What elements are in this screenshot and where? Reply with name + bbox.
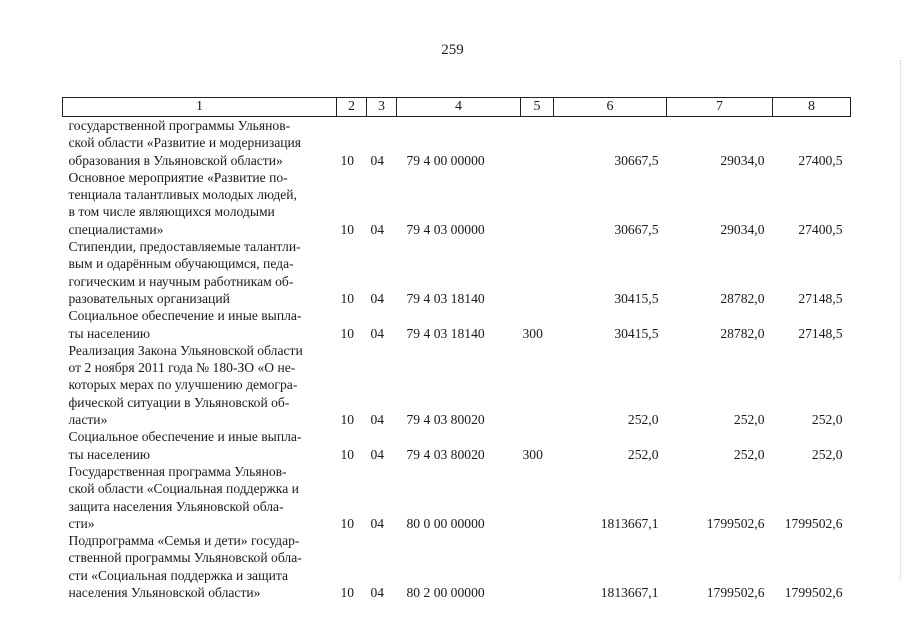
header-col-8: 8 bbox=[773, 98, 851, 117]
row-name-line: защита населения Ульяновской обла- bbox=[68, 498, 284, 514]
table-row bbox=[63, 532, 851, 601]
row-name-line: Государственная программа Ульянов- bbox=[68, 463, 287, 479]
row-name-line: Подпрограмма «Семья и дети» государ- bbox=[68, 533, 300, 549]
amount-year-1-cell: 1813667,1 bbox=[600, 515, 659, 531]
amount-year-1-cell: 1813667,1 bbox=[600, 585, 659, 601]
table-body bbox=[63, 117, 851, 602]
header-col-3: 3 bbox=[367, 98, 397, 117]
row-name-line: в том числе являющихся молодыми bbox=[68, 204, 275, 220]
amount-year-3-cell: 1799502,6 bbox=[784, 585, 843, 601]
expense-type-cell bbox=[521, 169, 554, 238]
expense-type-cell bbox=[521, 342, 554, 428]
table-row bbox=[63, 428, 851, 463]
expense-type-cell bbox=[521, 463, 554, 532]
section-cell: 10 bbox=[340, 446, 355, 462]
expense-type-cell bbox=[521, 117, 554, 169]
expense-type-cell bbox=[521, 532, 554, 601]
row-name-line: которых мерах по улучшению демогра- bbox=[68, 377, 298, 393]
row-name-line: ты населению bbox=[68, 446, 151, 462]
target-article-cell: 79 4 03 18140 bbox=[406, 325, 485, 341]
subsection-cell: 04 bbox=[370, 221, 385, 237]
row-name-line: сти «Социальная поддержка и защита bbox=[68, 567, 288, 583]
target-article-cell: 79 4 00 00000 bbox=[406, 152, 485, 168]
amount-year-1-cell: 30667,5 bbox=[614, 152, 659, 168]
amount-year-2-cell: 28782,0 bbox=[720, 290, 765, 306]
amount-year-1-cell: 30667,5 bbox=[614, 221, 659, 237]
subsection-cell: 04 bbox=[370, 412, 385, 428]
amount-year-3-cell: 252,0 bbox=[811, 446, 843, 462]
row-name-line: гогическим и научным работникам об- bbox=[68, 273, 294, 289]
table-row bbox=[63, 238, 851, 307]
target-article-cell: 80 0 00 00000 bbox=[406, 515, 485, 531]
amount-year-1-cell: 252,0 bbox=[627, 412, 659, 428]
section-cell: 10 bbox=[340, 152, 355, 168]
subsection-cell: 04 bbox=[370, 152, 385, 168]
row-name-line: ты населению bbox=[68, 325, 151, 341]
table-row bbox=[63, 307, 851, 342]
expense-type-cell bbox=[521, 238, 554, 307]
amount-year-1-cell: 30415,5 bbox=[614, 325, 659, 341]
amount-year-3-cell: 1799502,6 bbox=[784, 515, 843, 531]
subsection-cell: 04 bbox=[370, 515, 385, 531]
header-row bbox=[63, 98, 851, 117]
row-name-line: населения Ульяновской области» bbox=[68, 585, 261, 601]
amount-year-2-cell: 29034,0 bbox=[720, 152, 765, 168]
target-article-cell: 79 4 03 18140 bbox=[406, 290, 485, 306]
table-row bbox=[63, 342, 851, 428]
row-name-cell bbox=[63, 238, 337, 307]
amount-year-3-cell: 27400,5 bbox=[798, 221, 843, 237]
row-name-cell bbox=[63, 428, 337, 463]
scan-edge-marks bbox=[898, 60, 901, 580]
amount-year-2-cell: 28782,0 bbox=[720, 325, 765, 341]
row-name-line: разовательных организаций bbox=[68, 290, 230, 306]
row-name-line: фической ситуации в Ульяновской об- bbox=[68, 394, 290, 410]
amount-year-3-cell: 27148,5 bbox=[798, 325, 843, 341]
amount-year-3-cell: 27400,5 bbox=[798, 152, 843, 168]
row-name-line: тенциала талантливых молодых людей, bbox=[68, 187, 297, 203]
row-name-cell bbox=[63, 169, 337, 238]
header-col-5: 5 bbox=[521, 98, 554, 117]
expense-type-cell: 300 bbox=[522, 325, 543, 341]
subsection-cell: 04 bbox=[370, 446, 385, 462]
expense-type-cell: 300 bbox=[522, 446, 543, 462]
row-name-line: Социальное обеспечение и иные выпла- bbox=[68, 429, 302, 445]
row-name-line: Социальное обеспечение и иные выпла- bbox=[68, 308, 302, 324]
row-name-line: Реализация Закона Ульяновской области bbox=[68, 342, 303, 358]
row-name-cell bbox=[63, 342, 337, 428]
section-cell: 10 bbox=[340, 325, 355, 341]
header-col-2: 2 bbox=[337, 98, 367, 117]
header-col-7: 7 bbox=[667, 98, 773, 117]
header-col-4: 4 bbox=[397, 98, 521, 117]
amount-year-2-cell: 29034,0 bbox=[720, 221, 765, 237]
subsection-cell: 04 bbox=[370, 290, 385, 306]
row-name-cell bbox=[63, 117, 337, 169]
amount-year-2-cell: 252,0 bbox=[733, 446, 765, 462]
row-name-line: государственной программы Ульянов- bbox=[68, 118, 291, 133]
target-article-cell: 79 4 03 80020 bbox=[406, 446, 485, 462]
row-name-cell bbox=[63, 532, 337, 601]
header-col-1: 1 bbox=[63, 98, 337, 117]
section-cell: 10 bbox=[340, 585, 355, 601]
table-row bbox=[63, 169, 851, 238]
section-cell: 10 bbox=[340, 515, 355, 531]
row-name-line: Стипендии, предоставляемые талантли- bbox=[68, 239, 301, 255]
section-cell: 10 bbox=[340, 221, 355, 237]
amount-year-3-cell: 252,0 bbox=[811, 412, 843, 428]
target-article-cell: 79 4 03 00000 bbox=[406, 221, 485, 237]
amount-year-2-cell: 1799502,6 bbox=[706, 585, 765, 601]
page-number: 259 bbox=[441, 42, 464, 58]
row-name-cell bbox=[63, 463, 337, 532]
row-name-line: вым и одарённым обучающимся, педа- bbox=[68, 256, 294, 272]
amount-year-1-cell: 30415,5 bbox=[614, 290, 659, 306]
row-name-line: ственной программы Ульяновской обла- bbox=[68, 550, 302, 566]
row-name-line: ской области «Социальная поддержка и bbox=[68, 481, 299, 497]
header-col-6: 6 bbox=[554, 98, 667, 117]
amount-year-2-cell: 252,0 bbox=[733, 412, 765, 428]
section-cell: 10 bbox=[340, 412, 355, 428]
amount-year-3-cell: 27148,5 bbox=[798, 290, 843, 306]
row-name-line: образования в Ульяновской области» bbox=[68, 152, 283, 168]
table-header bbox=[63, 98, 851, 117]
row-name-cell bbox=[63, 307, 337, 342]
subsection-cell: 04 bbox=[370, 325, 385, 341]
subsection-cell: 04 bbox=[370, 585, 385, 601]
row-name-line: Основное мероприятие «Развитие по- bbox=[68, 169, 288, 185]
amount-year-1-cell: 252,0 bbox=[627, 446, 659, 462]
row-name-line: ской области «Развитие и модернизация bbox=[68, 135, 302, 151]
table-row bbox=[63, 463, 851, 532]
target-article-cell: 80 2 00 00000 bbox=[406, 585, 485, 601]
row-name-line: ласти» bbox=[68, 412, 108, 428]
target-article-cell: 79 4 03 80020 bbox=[406, 412, 485, 428]
table-row bbox=[63, 117, 851, 169]
budget-table bbox=[62, 97, 851, 601]
row-name-line: специалистами» bbox=[68, 221, 164, 237]
section-cell: 10 bbox=[340, 290, 355, 306]
amount-year-2-cell: 1799502,6 bbox=[706, 515, 765, 531]
row-name-line: сти» bbox=[68, 515, 95, 531]
row-name-line: от 2 ноября 2011 года № 180-ЗО «О не- bbox=[68, 360, 296, 376]
